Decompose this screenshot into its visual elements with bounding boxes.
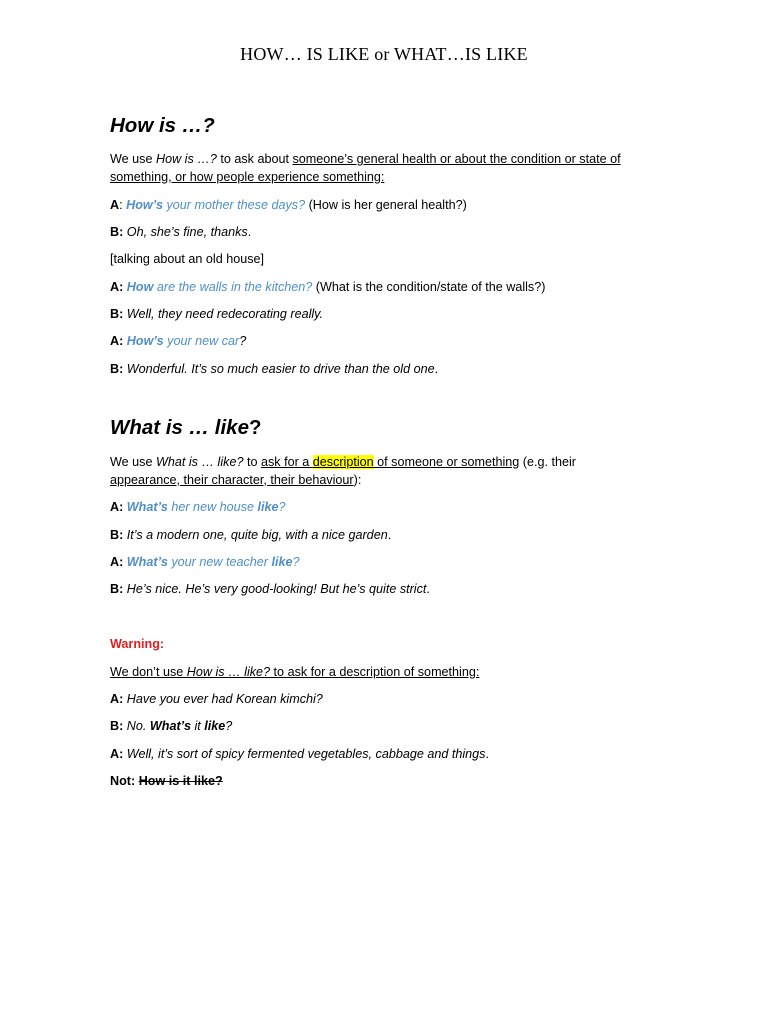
example-text: are the walls in the kitchen? [153, 280, 313, 294]
punct: ? [278, 500, 286, 514]
heading-punct: ? [248, 416, 262, 439]
example-text: Well, they need redecorating really. [123, 307, 324, 321]
dialogue-line [110, 306, 655, 324]
punct: . [434, 362, 439, 376]
example-text: It’s a modern one, quite big, with a nice garden [123, 528, 388, 542]
punct: . [426, 582, 430, 596]
context-note: [talking about an old house] [110, 252, 265, 266]
example-keyword: What’s [126, 500, 168, 514]
speaker: A [110, 198, 120, 212]
example-text: Well, it’s sort of spicy fermented vegetables, cabbage and things [123, 747, 486, 761]
dialogue-line [110, 581, 655, 599]
intro-what-is-like [110, 454, 655, 489]
speaker: A: [110, 500, 124, 514]
warning-label: Warning: [110, 637, 165, 651]
not-line [110, 773, 655, 791]
dialogue-line [110, 197, 655, 215]
dialogue-line [110, 224, 655, 242]
punct: ? [239, 334, 247, 348]
underlined-text: someone’s general health or about the condition or state of [292, 152, 621, 166]
speaker: B: [110, 528, 124, 542]
example-keyword: How [126, 280, 154, 294]
example-keyword: What’s [126, 555, 168, 569]
speaker: B: [110, 719, 124, 733]
warning-rule [110, 664, 655, 682]
speaker: A: [110, 747, 124, 761]
example-text: your mother these days? [162, 198, 306, 212]
speaker: B: [110, 307, 124, 321]
punct: ? [225, 719, 233, 733]
punct: ? [214, 774, 223, 788]
text: to ask about [216, 152, 293, 166]
example-keyword: What’s [149, 719, 191, 733]
not-label: Not: [110, 774, 139, 788]
example-keyword: like [204, 719, 226, 733]
example-text: Oh, she’s fine, thanks [123, 225, 248, 239]
speaker: A: [110, 692, 124, 706]
section-heading-what-is-like [110, 416, 262, 440]
struck-text: How is it like [138, 774, 215, 788]
example-text: your new teacher [167, 555, 272, 569]
example-keyword: How’s [126, 334, 164, 348]
speaker: A: [110, 555, 124, 569]
example-keyword: like [257, 500, 279, 514]
punct: . [247, 225, 252, 239]
punct: . [387, 528, 392, 542]
example-keyword: How’s [126, 198, 163, 212]
text: We use [110, 152, 156, 166]
text: We use [110, 455, 156, 469]
phrase: What is … like? [155, 455, 244, 469]
text: We don’t use [110, 665, 187, 679]
example-text: Have you ever had Korean kimchi? [123, 692, 323, 706]
highlighted-word: description [312, 455, 374, 469]
example-text: it [190, 719, 205, 733]
page-title: HOW… IS LIKE or WHAT…IS LIKE [240, 44, 528, 64]
dialogue-line [110, 527, 655, 545]
dialogue-line [110, 746, 655, 764]
punct: . [485, 747, 489, 761]
phrase: How is …? [155, 152, 217, 166]
example-text: your new car [163, 334, 240, 348]
example-text: No. [123, 719, 150, 733]
text: (e.g. their [519, 455, 576, 469]
example-keyword: like [271, 555, 293, 569]
underlined-text: of someone or something [373, 455, 520, 469]
underlined-text: ask for a [260, 455, 313, 469]
dialogue-line [110, 279, 655, 297]
dialogue-line [110, 499, 655, 517]
speaker: B: [110, 362, 124, 376]
speaker: A: [110, 280, 124, 294]
section-heading-how-is: How is …? [110, 114, 215, 137]
intro-how-is [110, 151, 655, 186]
speaker: B: [110, 225, 124, 239]
text: to ask for a description of something: [270, 665, 480, 679]
example-text: her new house [167, 500, 258, 514]
heading-text: What is … like [110, 416, 249, 439]
dialogue-line [110, 691, 655, 709]
dialogue-line [110, 361, 655, 379]
punct: ): [353, 472, 362, 487]
example-text: Wonderful. It’s so much easier to drive than the old one [123, 362, 435, 376]
colon: : [119, 198, 127, 212]
punct: ? [292, 555, 300, 569]
underlined-text: appearance, their character, their behaviour [110, 472, 354, 487]
dialogue-line [110, 333, 655, 351]
dialogue-line [110, 718, 655, 736]
explanation: (What is the condition/state of the walls?) [312, 280, 546, 294]
text: to [243, 455, 261, 469]
explanation: (How is her general health?) [305, 198, 467, 212]
phrase: How is … like? [186, 665, 271, 679]
speaker: B: [110, 582, 124, 596]
example-text: He’s nice. He’s very good-looking! But he’s quite strict [123, 582, 427, 596]
underlined-text: something, or how people experience something: [110, 169, 385, 184]
speaker: A: [110, 334, 124, 348]
dialogue-line [110, 554, 655, 572]
